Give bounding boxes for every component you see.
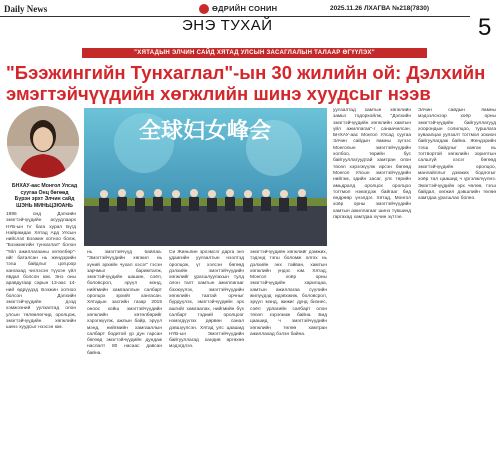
photo-banner-text: 全球妇女峰会 [138,119,272,144]
author-portrait [7,106,79,178]
author-caption [6,183,83,209]
article-headline: "Бээжингийн Тунхаглал"-ын 30 жилийн ой: Дэлхийн эмэгтэйчүүдийн хөгжлийн шинэ хуудсыг нээв [6,62,486,104]
page-number: 5 [478,14,492,41]
brand-logo [196,4,277,14]
newspaper-name: Daily News [4,4,48,14]
ribbon-text: "ХЯТАДЫН ЭЛЧИН САЙД ХЯТАД УЛСЫН ЗАСАГЛАЛЫН ТАЛААР ӨГҮҮЛЭХ" [134,50,375,56]
caption-name: ШЭНЬ МИНЬЦЗЮАНЬ [16,202,73,209]
article-column: Элчин сайдын яамны мэдээлснээр хоёр орны эмэгтэйчүүдийн байгууллагууд хоорондын солилцоо, туршлага хуваалцах уулзалт тогтмол зохион байгуулагдаж байна. Жендэрийн тэгш байдлыг хангах нь тогтвортой хөгжлийн зорилтын салшгүй хэсэг бөгөөд эмэгтэйчүүдийн оролцоо, манлайллыг дэмжих бодлогыг хоёр тал цаашид ч үргэлжлүүлнэ. Эмэгтэйчүүдийн эрх чөлөө, тэгш байдал, хөгжил дэвшлийн төлөө хамтдаа урагшлах болно. [418,108,496,202]
column-ribbon [82,48,427,58]
caption-line: Бүрэн эрхт Элчин сайд [14,196,75,202]
caption-line: БНХАУ-аас Монгол Улсад [11,183,78,189]
article-column: Си Жиньпин эрхэмсэг дарга энэ удаагийн уулзалтын нээлтэд оролцож, үг хэлсэн бөгөөд дэлхийн эмэгтэйчүүдийн хөгжлийг урагшлуулахын тулд олон талт хамтын ажиллагааг бэхжүүлэх, эмэгтэйчүүдийн хөгжлийн таатай орчныг бүрдүүлэх, эмэгтэйчүүдийн эрх ашгийг хамгаалах, нийгмийн бүх салбарт тэдний оролцоог нэмэгдүүлэх дөрвөн санал дэвшүүлсэн. Хятад улс цаашид НҮБ-ын Эмэгтэйчүүдийн байгууллагад хандив өргөхөө мэдэгдлээ. [169,250,244,350]
article-column: 1995 онд Дэлхийн эмэгтэйчүүдийн асуудлаарх НҮБ-ын IV бага хурал Бүгд Найрамдах Хятад Ард Улсын нийслэл Бээжин хотноо болж, "Бээжингийн тунхаглал" болон "Үйл ажиллагааны хөтөлбөр"-ийг баталсан нь жендэрийн тэгш байдлыг цогцоор хангахад чиглэсэн түүхэн үйл явдал болсон юм. Энэ оны аравдугаар сарын 13-аас 14-ний өдрүүдэд Бээжин хотноо болсон Дэлхийн эмэгтэйчүүдийн дээд хэмжээний уулзалтад олон улсын төлөөлөгчид оролцож, эмэгтэйчүүдийн хөгжлийн шинэ хуудсыг нээсэн юм. [6,212,76,331]
article-column: эмэгтэйчүүдийн хөгжлийг дэмжих, тэдэнд тэгш боломж олгох нь дэлхийн энх тайван, хамтын хөгжлийн үндэс юм. Хятад, Монгол хоёр орны эмэгтэйчүүдийн харилцаа, хамтын ажиллагаа сүүлийн жилүүдэд идэвхжиж, боловсрол, эрүүл мэнд, жижиг дунд бизнес, соёл урлагийн салбарт олон төсөл хэрэгжиж байна. Бид цаашид ч эмэгтэйчүүдийн хөгжлийн төлөө хамтран ажиллахад бэлэн байна. [250,250,327,337]
brand-mark-icon [199,4,209,14]
brand-name: ӨДРИЙН СОНИН [212,4,278,13]
article-column: нь эмэгтэйчүүд байлаа. "Эмэгтэйчүүдийн хөгжил нь хүний эрхийн чухал хэсэг" гэсэн зарчмыг баримталж, эмэгтэйчүүдийн шашин, соёл, боловсрол, эрүүл мэнд, нийгмийн хамгааллын салбарт оролцох эрхийг хангасан. Хятадын засгийн газар 2015 оноос хойш эмэгтэйчүүдийн хөгжлийн хөтөлбөрийг хэрэгжүүлж, ажлын байр, эрүүл мэнд, нийгмийн хамгааллын салбарт бодитой үр дүн гарсан бөгөөд эмэгтэйчүүдийн дундаж наслалт 80 насаас давсан байна. [87,250,162,356]
issue-info: 2025.11.26 ЛХАГВА №218(7830) [330,5,430,12]
article-column: уулзалтад хамтын хөгжлийн замыг тодорхойлж, "Дэлхийн эмэгтэйчүүдийн хөгжлийн хамтын үйл ажиллагаа"-г санаачилсан. БНХАУ-аас Монгол Улсад суугаа Элчин сайдын яамны зүгээс Монголын эмэгтэйчүүдийн холбоо, төрийн бус байгууллагуудтай хамтран олон төсөл хэрэгжүүлж ирсэн бөгөөд Монгол Улсын эмэгтэйчүүдийн нийгэм, эдийн засаг, улс төрийн амьдралд оролцох оролцоо тогтмол нэмэгдэж байгааг бид өндрөөр үнэлдэг. Хятад, Монгол хоёр орны эмэгтэйчүүдийн хамтын ажиллагааг шинэ түвшинд гаргахад хамтдаа хүчин зүтгэе. [333,108,411,221]
caption-line: суугаа Онц бөгөөд [20,189,69,196]
summit-photo [84,108,327,246]
section-title: ЭНЭ ТУХАЙ [182,17,273,34]
